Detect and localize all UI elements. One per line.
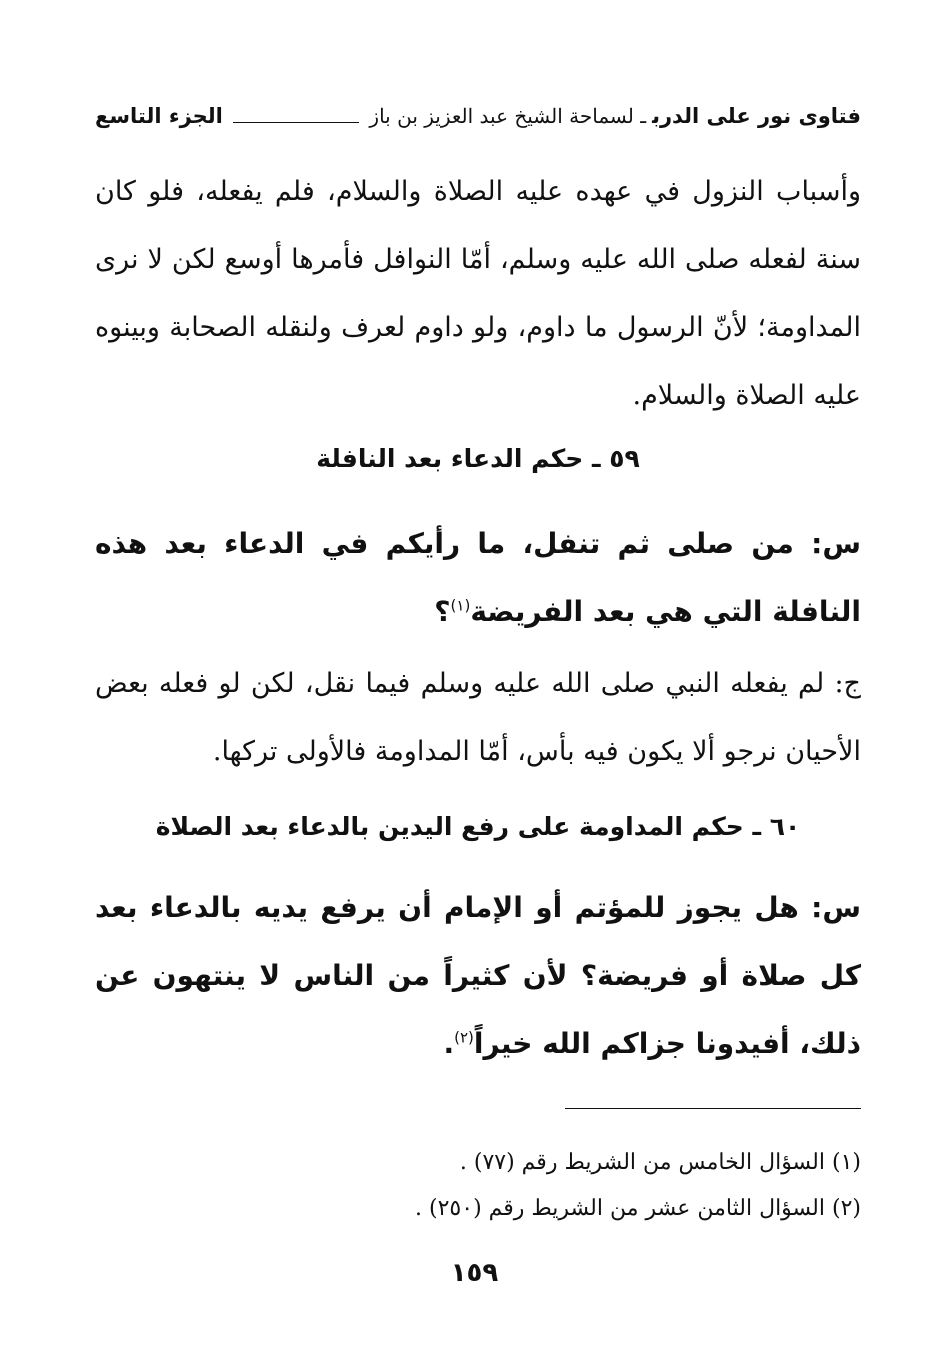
section-59-answer-block [95, 650, 861, 786]
series-title: فتاوى نور على الدرب [652, 104, 861, 128]
footnote-ref-2[interactable]: (٢) [454, 1028, 474, 1047]
footnote-ref-1[interactable]: (١) [450, 596, 471, 615]
question-text: س: من صلى ثم تنفل، ما رأيكم في الدعاء بعد هذه النافلة التي هي بعد الفريضة [95, 527, 861, 628]
header-title [369, 104, 861, 128]
running-header [95, 96, 861, 136]
intro-block [95, 158, 861, 430]
footnote-1: (١) السؤال الخامس من الشريط رقم (٧٧) . [459, 1150, 861, 1175]
section-59-question-block [95, 510, 861, 646]
header-rule [233, 122, 360, 123]
section-60-question-block [95, 874, 861, 1078]
footnote-divider [565, 1108, 861, 1109]
section-60-question [95, 874, 861, 1078]
footnotes [95, 1140, 861, 1232]
section-60-heading: ٦٠ ـ حكم المداومة على رفع اليدين بالدعاء بعد الصلاة [155, 812, 801, 841]
question-period: . [443, 1027, 455, 1060]
section-59-answer: ج: لم يفعله النبي صلى الله عليه وسلم فيما نقل، لكن لو فعله بعض الأحيان نرجو ألا يكون فيه بأس، أمّا المداومة فالأولى تركها. [95, 668, 861, 767]
question-text: س: هل يجوز للمؤتم أو الإمام أن يرفع يديه بالدعاء بعد كل صلاة أو فريضة؟ لأن كثيراً من الناس لا ينتهون عن ذلك، أفيدونا جزاكم الله خيراً [95, 891, 861, 1060]
question-mark: ؟ [434, 595, 451, 628]
author-name: ـ لسماحة الشيخ عبد العزيز بن باز [369, 104, 647, 128]
footnote-2: (٢) السؤال الثامن عشر من الشريط رقم (٢٥٠) . [415, 1196, 861, 1221]
intro-paragraph: وأسباب النزول في عهده عليه الصلاة والسلام، فلم يفعله، فلو كان سنة لفعله صلى الله عليه وسلم، أمّا النوافل فأمرها أوسع لكن لا نرى المداومة؛ لأنّ الرسول ما داوم، ولو داوم لعرف ولنقله الصحابة وبينوه عليه الصلاة والسلام. [95, 176, 861, 411]
volume-label: الجزء التاسع [95, 104, 223, 128]
section-59-question [95, 510, 861, 646]
page-number: ١٥٩ [450, 1258, 499, 1288]
section-59-heading: ٥٩ ـ حكم الدعاء بعد النافلة [316, 444, 640, 473]
